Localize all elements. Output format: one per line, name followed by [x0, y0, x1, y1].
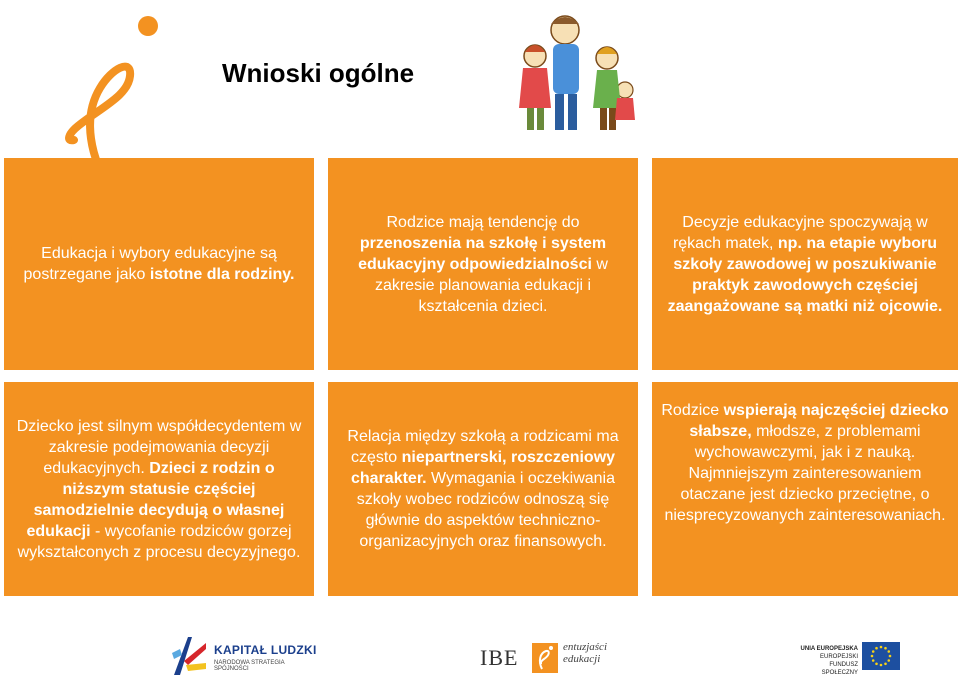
- eu-flag-icon: [862, 642, 900, 670]
- ibe-e-icon: [532, 643, 558, 673]
- eu-logo: [792, 642, 902, 676]
- tile-text: Rodzice mają tendencję do przenoszenia na szkołę i system edukacyjny odpowiedzialności w zakresie planowania edukacji i kształcenia dzieci.: [358, 213, 608, 315]
- tile-parents-support: [652, 382, 958, 596]
- tile-child-codecision: [4, 382, 314, 596]
- page-title: Wnioski ogólne: [222, 58, 415, 88]
- kapital-ludzki-logo: [170, 633, 320, 679]
- family-drawing-icon: [505, 8, 640, 138]
- ibe-subtitle: entuzjaści edukacji: [563, 641, 607, 665]
- tile-text: Decyzje edukacyjne spoczywają w rękach matek, np. na etapie wyboru szkoły zawodowej w poszukiwanie praktyk zawodowych częściej zaangażowane są matki niż ojcowie.: [667, 213, 943, 315]
- kl-title: KAPITAŁ LUDZKI: [214, 643, 317, 657]
- tile-text: Relacja między szkołą a rodzicami ma często niepartnerski, roszczeniowy charakter. Wymagania i oczekiwania szkoły wobec rodziców odnoszą się głównie do aspektów techniczno-organizacyjnych oraz finansowych.: [347, 428, 619, 550]
- tile-text: Dziecko jest silnym współdecydentem w zakresie podejmowania decyzji edukacyjnych. Dzieci z rodzin o niższym statusie częściej samodzielnie decydują o własnej edukacji - wycofanie rodziców gorzej wykształconych z procesu decyzyjnego.: [16, 417, 302, 561]
- kl-subtitle: NARODOWA STRATEGIA SPÓJNOŚCI: [214, 660, 285, 672]
- eu-text: UNIA EUROPEJSKA EUROPEJSKI FUNDUSZ SPOŁECZNY: [800, 646, 858, 676]
- tile-school-responsibility: [328, 158, 638, 370]
- tile-mothers-decide: [652, 158, 958, 370]
- kapital-ludzki-logo-icon: [170, 633, 210, 679]
- tile-family-importance: [4, 158, 314, 370]
- tile-text: Rodzice wspierają najczęściej dziecko słabsze, młodsze, z problemami wychowawczymi, jak i z nauką. Najmniejszym zainteresowaniem otaczane jest dziecko przeciętne, o niesprecyzowanych zainteresowaniach.: [661, 402, 949, 524]
- ibe-logo: [480, 637, 610, 677]
- tile-text: Edukacja i wybory edukacyjne są postrzegane jako istotne dla rodziny.: [23, 245, 295, 283]
- ibe-text: IBE: [480, 645, 519, 670]
- tile-school-parent-relation: [328, 382, 638, 596]
